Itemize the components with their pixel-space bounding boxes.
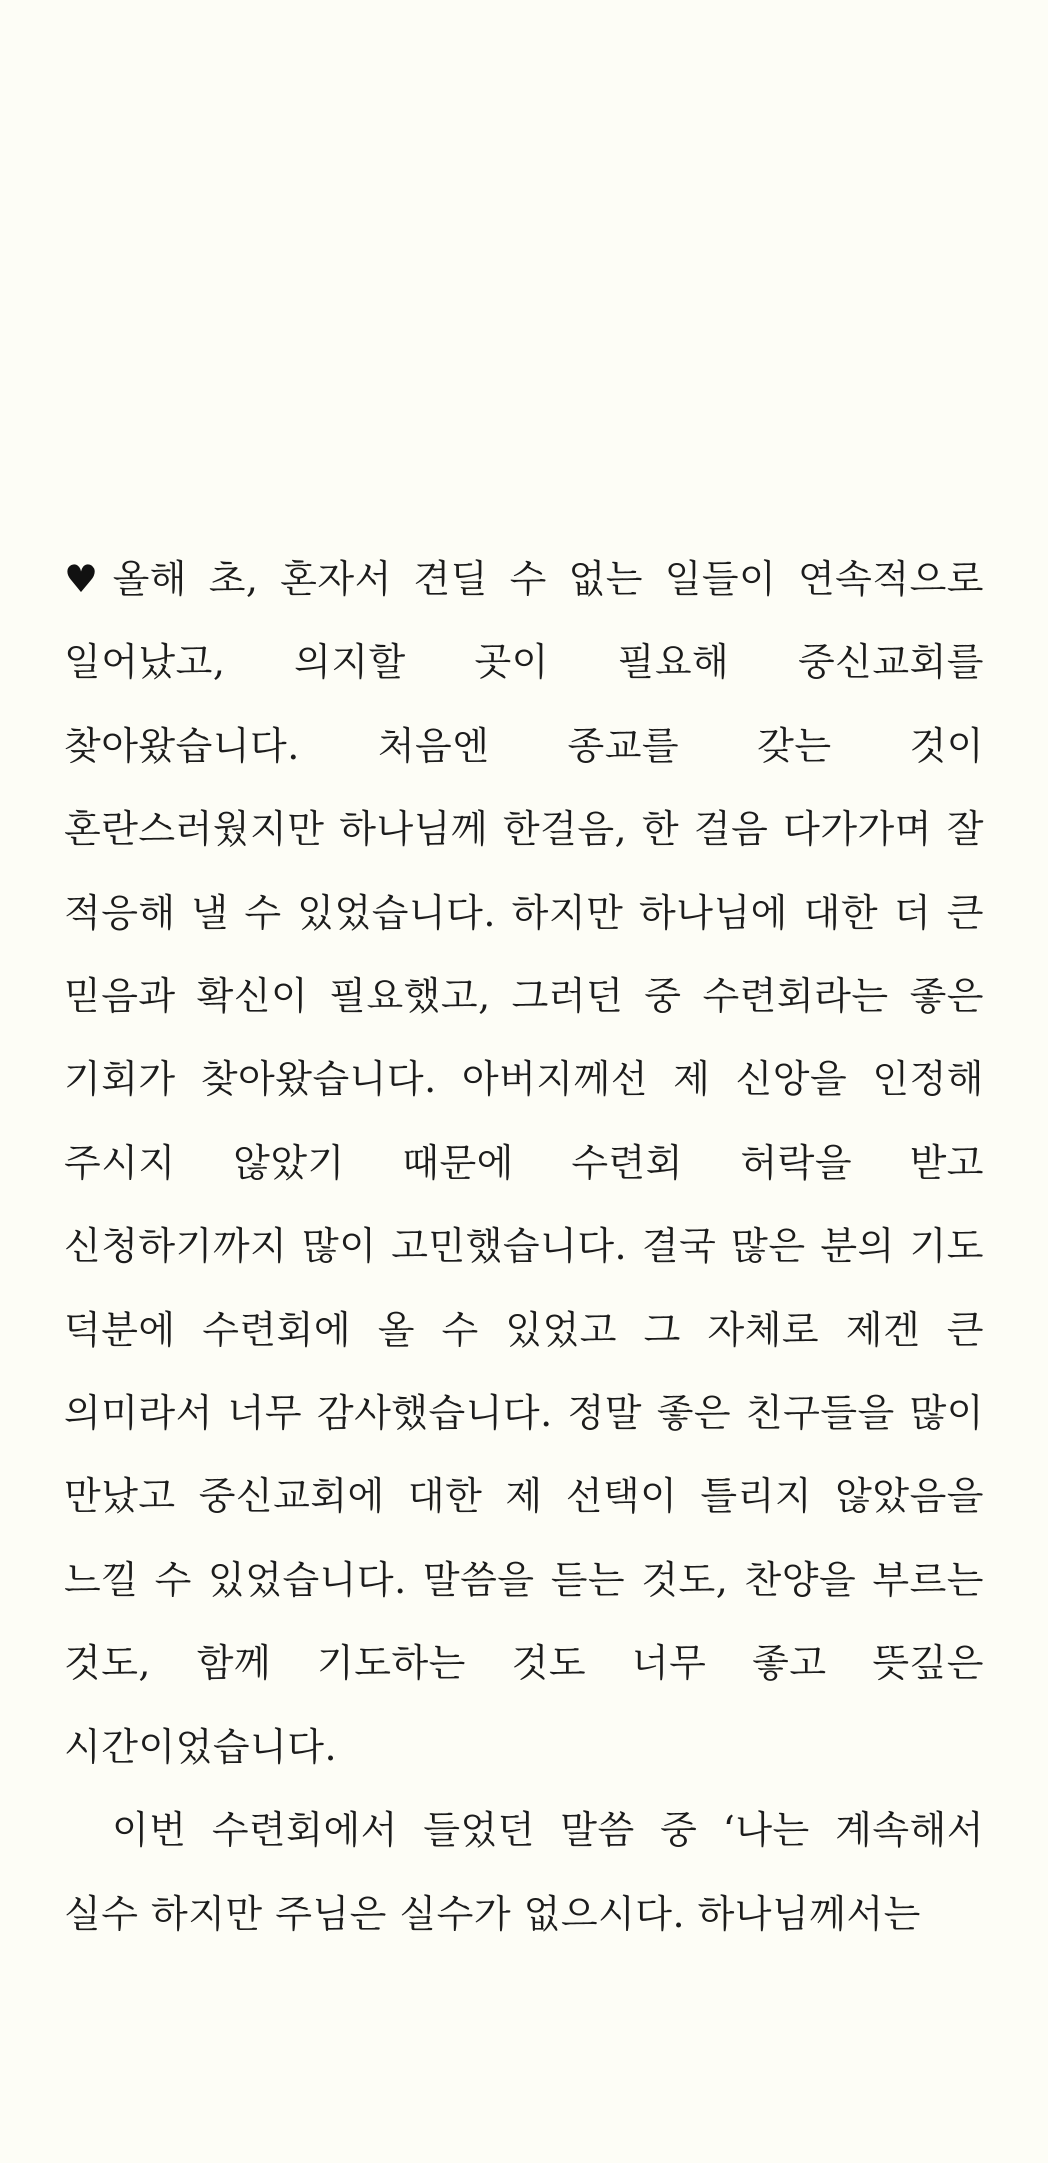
paragraph-2: 이번 수련회에서 들었던 말씀 중 ‘나는 계속해서 실수 하지만 주님은 실수가 없으시다. 하나님께서는 bbox=[64, 1808, 984, 1936]
paragraph-1 bbox=[64, 538, 984, 1789]
testimony-text bbox=[64, 538, 984, 1956]
paragraph-1-text: 올해 초, 혼자서 견딜 수 없는 일들이 연속적으로 일어났고, 의지할 곳이 필요해 중신교회를 찾아왔습니다. 처음엔 종교를 갖는 것이 혼란스러웠지만 하나님께 한걸음, 한 걸음 다가가며 잘 적응해 낼 수 있었습니다. 하지만 하나님에 대한 더 큰 믿음과 확신이 필요했고, 그러던 중 수련회라는 좋은 기회가 찾아왔습니다. 아버지께선 제 신앙을 인정해 주시지 않았기 때문에 수련회 허락을 받고 신청하기까지 많이 고민했습니다. 결국 많은 분의 기도 덕분에 수련회에 올 수 있었고 그 자체로 제겐 큰 의미라서 너무 감사했습니다. 정말 좋은 친구들을 많이 만났고 중신교회에 대한 제 선택이 틀리지 않았음을 느낄 수 있었습니다. 말씀을 듣는 것도, 찬양을 부르는 것도, 함께 기도하는 것도 너무 좋고 뜻깊은 시간이었습니다. bbox=[64, 557, 984, 1769]
heart-icon: ♥ bbox=[64, 557, 99, 601]
